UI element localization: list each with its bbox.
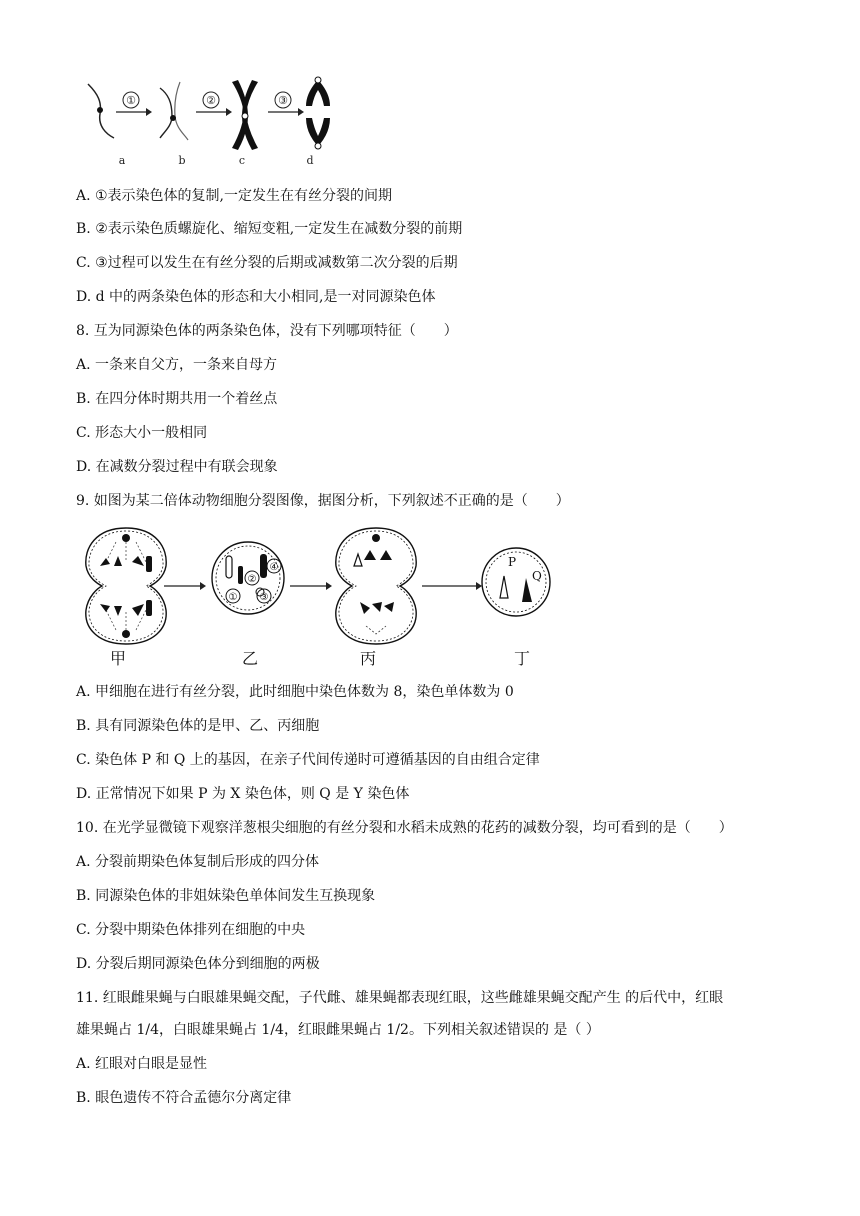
label-c: c	[238, 154, 246, 167]
q10-option-a: A. 分裂前期染色体复制后形成的四分体	[76, 854, 320, 870]
label-a: a	[118, 154, 126, 167]
step-1-text: ①	[126, 94, 136, 107]
label-d: d	[306, 154, 314, 167]
q9-option-b: B. 具有同源染色体的是甲、乙、丙细胞	[76, 718, 320, 734]
chrom-number-1: ①	[228, 592, 238, 603]
q10-option-d: D. 分裂后期同源染色体分到细胞的两极	[76, 956, 320, 972]
q9-option-c: C. 染色体 P 和 Q 上的基因，在亲子代间传递时可遵循基因的自由组合定律	[76, 752, 540, 768]
q11-option-a: A. 红眼对白眼是显性	[76, 1056, 208, 1072]
cell-label-yi: 乙	[241, 649, 259, 668]
chrom-letter-q: Q	[532, 569, 542, 583]
step-3-text: ③	[278, 94, 288, 107]
q8-option-c: C. 形态大小一般相同	[76, 425, 208, 441]
chrom-number-4: ④	[269, 562, 279, 573]
q7-option-a: A. ①表示染色体的复制,一定发生在有丝分裂的间期	[76, 188, 393, 204]
cell-ding	[482, 548, 550, 616]
cell-division-diagram	[76, 522, 576, 672]
q8-option-d: D. 在减数分裂过程中有联会现象	[76, 459, 278, 475]
q11-stem-line1: 11. 红眼雌果蝇与白眼雄果蝇交配，子代雌、雄果蝇都表现红眼，这些雌雄果蝇交配产生 的后代中，红眼	[76, 990, 724, 1006]
q8-stem: 8. 互为同源染色体的两条染色体，没有下列哪项特征（ ）	[76, 323, 458, 339]
step-2-text: ②	[206, 94, 216, 107]
q9-option-d: D. 正常情况下如果 P 为 X 染色体，则 Q 是 Y 染色体	[76, 786, 410, 802]
cell-bing	[336, 528, 416, 644]
q9-option-a: A. 甲细胞在进行有丝分裂，此时细胞中染色体数为 8，染色单体数为 0	[76, 684, 514, 700]
q10-option-b: B. 同源染色体的非姐妹染色单体间发生互换现象	[76, 888, 376, 904]
q11-stem-line2: 雄果蝇占 1/4，白眼雄果蝇占 1/4，红眼雌果蝇占 1/2。下列相关叙述错误的 是（ ）	[76, 1022, 600, 1038]
q9-stem: 9. 如图为某二倍体动物细胞分裂图像，据图分析，下列叙述不正确的是（ ）	[76, 493, 570, 509]
cell-label-jia: 甲	[109, 649, 127, 668]
chromosome-change-diagram	[80, 76, 340, 168]
q10-option-c: C. 分裂中期染色体排列在细胞的中央	[76, 922, 306, 938]
q8-option-b: B. 在四分体时期共用一个着丝点	[76, 391, 278, 407]
cell-label-ding: 丁	[513, 649, 531, 668]
cell-jia	[86, 528, 166, 644]
q7-option-d: D. d 中的两条染色体的形态和大小相同,是一对同源染色体	[76, 289, 436, 305]
q10-stem: 10. 在光学显微镜下观察洋葱根尖细胞的有丝分裂和水稻未成熟的花药的减数分裂，均可看到的是（ ）	[76, 820, 733, 836]
cell-yi	[212, 542, 284, 614]
q7-option-b: B. ②表示染色质螺旋化、缩短变粗,一定发生在减数分裂的前期	[76, 221, 463, 237]
chrom-number-2: ②	[247, 574, 257, 585]
chromosome-change-figure	[80, 76, 340, 168]
label-b: b	[178, 154, 186, 167]
chrom-letter-p: P	[508, 555, 517, 569]
cell-division-figure	[76, 522, 576, 672]
q8-option-a: A. 一条来自父方，一条来自母方	[76, 357, 278, 373]
q7-option-c: C. ③过程可以发生在有丝分裂的后期或减数第二次分裂的后期	[76, 255, 458, 271]
cell-label-bing: 丙	[359, 649, 377, 668]
chrom-number-3: ③	[259, 592, 269, 603]
q11-option-b: B. 眼色遗传不符合孟德尔分离定律	[76, 1090, 292, 1106]
